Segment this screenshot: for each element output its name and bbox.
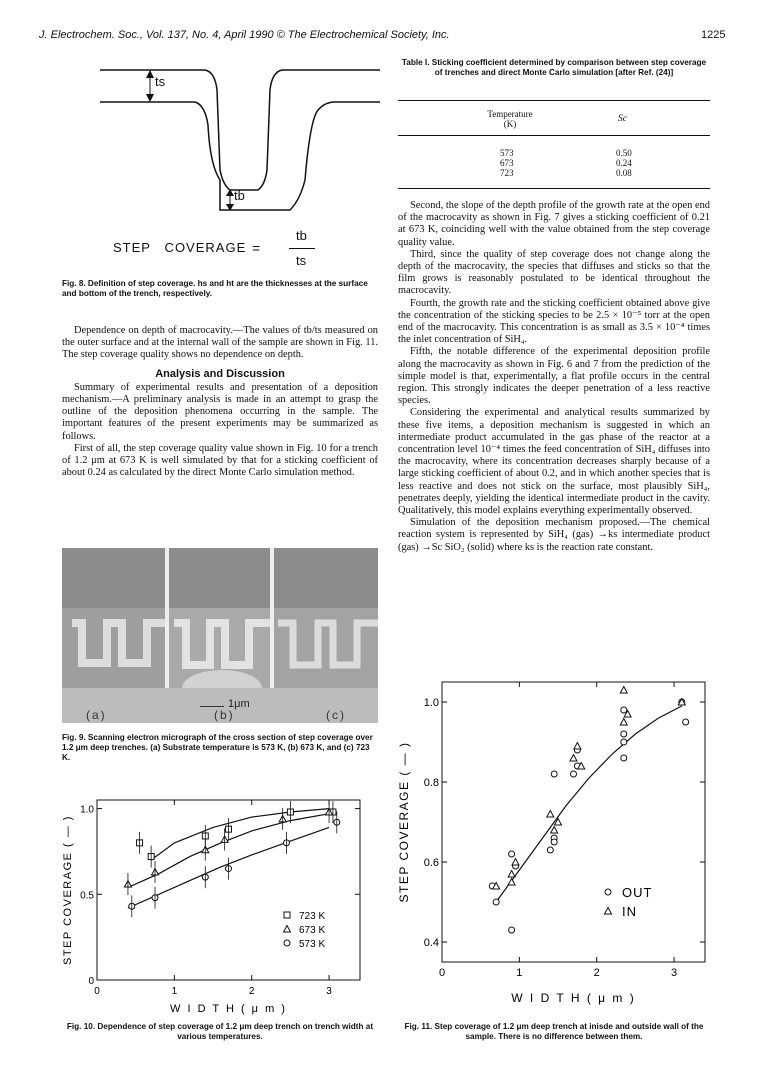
series-curve-0 [496, 706, 682, 902]
data-point [621, 731, 627, 737]
table-header-row [398, 100, 710, 136]
data-point [551, 839, 557, 845]
fraction-bar [289, 248, 315, 249]
data-point [620, 719, 627, 726]
data-point [547, 847, 553, 853]
table1-title: Table I. Sticking coefficient determined by comparison between step coverage of trenches and direct Monte Carlo simulation [after Ref. (24)] [401, 58, 707, 77]
y-tick-label: 0.8 [423, 777, 439, 789]
table-col-sc: Sc [618, 114, 627, 124]
table-cell-temperature: 673 [500, 158, 514, 168]
section-heading-analysis: Analysis and Discussion [155, 367, 285, 380]
left-column-text [62, 325, 378, 479]
scale-bar [200, 706, 224, 707]
x-tick-label: 1 [516, 967, 523, 979]
data-point [512, 859, 519, 866]
paragraph-simulation: Simulation of the deposition mechanism proposed.—The chemical reaction system is represented by SiH₄ (gas) →ks intermediate product (gas) →Sc SiO₂ (solid) where ks is the reaction rate constant. [398, 517, 710, 553]
table-row [398, 168, 710, 178]
table1 [398, 100, 710, 189]
fig11-caption: Fig. 11. Step coverage of 1.2 μm deep trench at inisde and outside wall of the sample. There is no difference between them. [404, 1022, 704, 1041]
right-column-text [398, 200, 710, 554]
fig8-caption: Fig. 8. Definition of step coverage. hs and ht are the thicknesses at the surface and bottom of the trench, respectively. [62, 279, 368, 298]
table-body [398, 136, 710, 189]
fig10-chart [55, 790, 380, 1015]
page-number: 1225 [701, 29, 726, 41]
data-point [508, 879, 515, 886]
legend-marker [605, 889, 611, 895]
data-point [509, 927, 515, 933]
running-header [39, 29, 450, 41]
data-point [508, 871, 515, 878]
paragraph-considering: Considering the experimental and analytical results summarized by these five items, a deposition mechanism is suggested in which an intermediate product accumulated in the gas phase of the reactor at a concentration level 10⁻⁴ times the feed concentration of SiH₄ diffuses into the macrocavity, where its concentration decreases sharply because of a large sticking coefficient of about 0.2, and in which another species that is less reactive and does not stick on the surface, most plausibly SiH₄, penetrates deeply, yielding the identical intermediate product in the cavity. Qualitatively, this model explains everything experimentally observed. [398, 407, 710, 517]
panel-label-c: (c) [326, 708, 346, 722]
legend-marker [284, 926, 291, 933]
data-point [621, 739, 627, 745]
x-tick-label: 2 [593, 967, 600, 979]
tb-label: tb [234, 188, 245, 203]
legend-marker [605, 908, 612, 915]
legend-label: 673 K [299, 925, 326, 936]
x-tick-label: 2 [248, 986, 255, 997]
data-point [509, 851, 515, 857]
panel-label-a: (a) [86, 708, 107, 722]
y-tick-label: 1.0 [423, 697, 439, 709]
data-point [621, 755, 627, 761]
table-cell-temperature: 723 [500, 168, 514, 178]
data-point [551, 827, 558, 834]
x-tick-label: 3 [326, 986, 332, 997]
data-point [551, 771, 557, 777]
data-point [571, 771, 577, 777]
trench-outline-inner [100, 70, 380, 190]
paragraph-fourth: Fourth, the growth rate and the sticking coefficient obtained above give the concentration of the sticking species to be 2.5 × 10⁻⁵ torr at the open end of the macrocavity. This concentration is as small as 3.5 × 10⁻⁴ times the inlet concentration of SiH₄. [398, 297, 710, 346]
data-point [570, 755, 577, 762]
x-tick-label: 0 [94, 986, 100, 997]
data-point [493, 899, 499, 905]
y-tick-label: 0.5 [80, 890, 94, 902]
paragraph-third: Third, since the quality of step coverage does not change along the depth of the macrocavity, the species that diffuses and sticks so that the film grows is reasonably postulated to be identical throughout the macrocavity. [398, 248, 710, 297]
data-point [683, 719, 689, 725]
legend-label: 573 K [299, 939, 326, 950]
paragraph-second: Second, the slope of the depth profile of the growth rate at the open end of the macrocavity as shown in Fig. 7 gives a sticking coefficient of 0.21 at 673 K, coinciding well with the value obtained from the step coverage quality value. [398, 200, 710, 248]
equation-equals: = [252, 240, 261, 256]
y-tick-label: 0.4 [423, 937, 439, 949]
table-col-temperature: Temperature (K) [487, 109, 533, 129]
step-coverage-equation-label: STEP COVERAGE [113, 240, 247, 255]
fig9-sem-micrograph [62, 548, 378, 723]
fig11-chart [390, 672, 720, 1020]
legend-label: 723 K [299, 911, 326, 922]
table-cell-sc: 0.08 [616, 168, 632, 178]
equation-numerator: tb [296, 228, 307, 243]
fig9-caption: Fig. 9. Scanning electron micrograph of the cross section of step coverage over 1.2 μm deep trenches. (a) Substrate temperature is 573 K, (b) 673 K, and (c) 723 K. [62, 733, 373, 762]
legend-marker [284, 940, 290, 946]
data-point [621, 707, 627, 713]
paragraph-fifth: Fifth, the notable difference of the experimental deposition profile along the macrocavity as shown in Fig. 6 and 7 from the prediction of the simple model is that, experimentally, a flat profile occurs in the central region. This strongly indicates the deeper penetration of a less reactive species. [398, 346, 710, 407]
table-row [398, 148, 710, 158]
table-cell-temperature: 573 [500, 148, 514, 158]
equation-denominator: ts [296, 253, 307, 268]
fig10-caption: Fig. 10. Dependence of step coverage of 1.2 μm deep trench on trench width at various temperatures. [66, 1022, 374, 1041]
y-tick-label: 0 [88, 976, 94, 987]
y-tick-label: 1.0 [80, 804, 94, 816]
x-tick-label: 1 [171, 986, 178, 997]
x-tick-label: 0 [438, 967, 446, 979]
x-tick-label: 3 [670, 967, 678, 979]
data-point [620, 687, 627, 694]
x-axis-label: W I D T H ( μ m ) [511, 991, 636, 1005]
scale-bar-label: 1μm [228, 698, 250, 710]
paragraph-first-item: First of all, the step coverage quality value shown in Fig. 10 for a trench of 1.2 μm at 673 K is well simulated by that for a sticking coefficient of about 0.24 as calculated by the direct Monte Carlo simulation method. [62, 442, 378, 479]
panel-label-b: (b) [214, 708, 235, 722]
plot-frame [442, 682, 705, 962]
paragraph-summary: Summary of experimental results and presentation of a deposition mechanism.—A preliminary analysis is made in an attempt to grasp the outline of the deposition phenomena occurring in the sample. The important features of the present experiments may be summarized as follows. [62, 381, 378, 442]
y-tick-label: 0.6 [423, 857, 439, 869]
sem-panels [62, 548, 378, 723]
y-axis-label: STEP COVERAGE ( — ) [62, 815, 74, 965]
table-cell-sc: 0.24 [616, 158, 632, 168]
ts-label: ts [155, 74, 166, 89]
data-point [574, 743, 581, 750]
table-row [398, 158, 710, 168]
legend-label: IN [622, 904, 637, 919]
legend-label: OUT [622, 885, 653, 900]
table-cell-sc: 0.50 [616, 148, 632, 158]
journal-citation: J. Electrochem. Soc., Vol. 137, No. 4, April 1990 © The Electrochemical Society, Inc. [39, 29, 450, 41]
y-axis-label: STEP COVERAGE ( — ) [397, 741, 411, 903]
paragraph-depth-dependence: Dependence on depth of macrocavity.—The values of tb/ts measured on the outer surface and at the internal wall of the sample are shown in Fig. 11. The step coverage quality shows no dependence on depth. [62, 325, 378, 361]
legend-marker [284, 912, 290, 918]
x-axis-label: W I D T H ( μ m ) [170, 1003, 287, 1015]
series-curve-0 [151, 809, 329, 860]
data-point [547, 811, 554, 818]
